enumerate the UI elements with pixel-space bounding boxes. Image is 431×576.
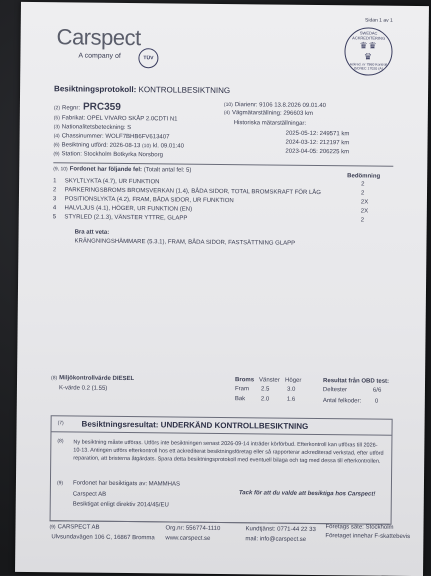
fault-grade: 2X: [360, 199, 369, 206]
footer-orgnr: Org.nr: 556774-1110: [165, 525, 221, 532]
result-box: (7) Besiktningsresultat: UNDERKÄND KONTROLLBESIKTNING (8) Ny besiktning måste utföras. Utförs inte besiktningen senast 2026-09-14 inträder körförbud. Efterkontroll kan utföras till 2026-10-13. Antingen utförs efterkontroll hos ett ackrediterat besiktningsföretag eller så rapporterar ackrediterad verkstad, efter utförd reparation, att bristerna åtgärdats. Spara detta besiktningsprotokoll med eventuell bilaga och tag med dessa till efterkontrollen. (9) Fordonet har besiktigats av: MAMMHAS Carspect AB Besiktigat enligt direktiv 2014/45/EU Tack för att du valde att besiktiga hos Carspect!: [50, 415, 393, 525]
inspection-date: (6) Besiktning utförd: 2026-08-13 (10) kl. 09.01:40: [53, 142, 184, 150]
inspection-station: (9) Station: Stockholm Botkyrka Norsborg: [53, 151, 163, 159]
odometer-reading: (4) Vägmätarställning: 296603 km: [223, 110, 314, 117]
page-number: Sidan 1 av 1: [364, 17, 393, 24]
history-row-2: 2024-03-12: 212197 km: [285, 139, 350, 147]
brake-rear-right: 1.6: [286, 396, 296, 403]
footer-seat: Företags säte: Stockholm: [325, 524, 394, 531]
obd-partial-value: 6/6: [372, 387, 382, 394]
fault-grade: 2X: [360, 208, 369, 215]
footer-email: mail: info@carspect.se: [245, 536, 307, 543]
faults-heading: (9, 10) Fordonet har följande fel: (Totalt antal fel: 5): [53, 166, 192, 174]
tuv-logo-icon: TÜV: [138, 48, 158, 68]
document-title: Besiktningsprotokoll: KONTROLLBESIKTNING: [54, 84, 231, 96]
divider: [51, 431, 391, 436]
vehicle-chassis: (4) Chassinummer: WOLF7BHB6FV613407: [53, 133, 170, 141]
brake-heading: Broms: [235, 377, 255, 384]
fault-row: 2 PARKERINGSBROMS BROMSVERKAN (1.4), BÅDA SIDOR, TOTAL BROMSKRAFT FÖR LÅG: [52, 187, 321, 197]
carried-by-label: Fordonet har besiktigats av: MAMMHAS: [72, 480, 181, 488]
carrier-name: Carspect AB: [72, 491, 107, 498]
inspection-document: [15, 2, 429, 576]
fault-grade: 2: [361, 181, 365, 188]
vehicle-make: (5) Fabrikat: OPEL VIVARO SKÅP 2.0CDTI N1: [53, 115, 178, 123]
company-logo: Carspect: [56, 24, 141, 51]
result-title: Besiktningsresultat: UNDERKÄND KONTROLLBESIKTNING: [81, 419, 309, 431]
good-to-know-item: KRÄNGNINGSHÄMMARE (5.3.1), FRAM, BÅDA SIDOR, FASTSÄTTNING GLAPP: [74, 238, 296, 247]
fault-row: 5 STYRLED (2.1.3), VÄNSTER YTTRE, GLAPP: [52, 214, 188, 222]
obd-codes-value: 0: [374, 398, 379, 405]
history-heading: Historiska mätarställningar:: [233, 120, 307, 127]
env-heading: (8) Miljökontrollvärde DIESEL: [51, 375, 135, 383]
regulation-text: Besiktigat enligt direktiv 2014/45/EU: [72, 501, 169, 509]
obd-partial-label: Deltester: [322, 387, 347, 394]
brake-col-left: Vänster: [259, 377, 280, 384]
brake-row-rear-label: Bak: [234, 396, 246, 403]
brake-rear-left: 2.0: [260, 396, 270, 403]
registration-number: (2) Regnr: PRC359: [53, 101, 121, 113]
result-note: Ny besiktning måste utföras. Utförs inte besiktningen senast 2026-09-14 inträder körförbud. Efterkontroll kan utföras till 2026-10-13. Antingen utförs efterkontroll hos ett ackrediterat besiktningsföretag eller så rapporterar ackrediterad verkstad, efter utförd reparation, att bristerna åtgärdats. Spara detta besiktningsprotokoll med eventuell bilaga och tag med dessa till efterkontrollen.: [73, 439, 384, 465]
grade-heading: Bedömning: [347, 173, 381, 180]
company-tagline: A company of: [78, 52, 121, 60]
obd-heading: Resultat från OBD test:: [323, 378, 390, 385]
brake-front-right: 3.0: [286, 386, 296, 393]
vehicle-nationality: (3) Nationalitetsbeteckning: S: [53, 124, 132, 132]
fault-row: 3 POSITIONSLYKTA (4.2), FRAM, BÅDA SIDOR, UR FUNKTION: [52, 196, 234, 205]
fault-grade: 2: [360, 190, 365, 197]
footer-company: (9) CARSPECT AB: [49, 524, 100, 531]
brake-col-right: Höger: [285, 377, 302, 384]
fault-row: 1 SKYLTLYKTA (4.7), UR FUNKTION: [53, 178, 160, 186]
footer-web: www.carspect.se: [165, 535, 211, 542]
brake-row-front-label: Fram: [234, 386, 249, 393]
footer-phone: Kundtjänst: 0771-44 22 33: [245, 526, 316, 533]
k-value: K-värde 0.2 (1.55): [58, 385, 108, 392]
diary-number: (10) Diarienr: 9106 13.8.2026 09.01.40: [223, 102, 326, 110]
footer-tax: Företaget innehar F-skattebevis: [325, 533, 411, 540]
brake-front-left: 2.5: [260, 386, 270, 393]
accreditation-seal-icon: SWEDAC ACKREDITERING ♛♛ ♛ Ackred. nr 7960 Kontroll ISO/IEC 17020 (A): [344, 27, 393, 76]
thanks-text: Tack för att du valde att besiktiga hos Carspect!: [238, 490, 376, 498]
history-row-3: 2023-04-05: 206225 km: [285, 148, 350, 156]
fault-grade: 2: [360, 217, 365, 224]
good-to-know-heading: Bra att veta:: [74, 229, 110, 236]
footer-address: Ulvsundavägen 106 C, 16867 Bromma: [51, 534, 155, 542]
history-row-1: 2025-05-12: 249571 km: [285, 130, 350, 138]
fault-row: 4 HALVLJUS (4.1), HÖGER, UR FUNKTION (EN): [52, 205, 193, 213]
obd-codes-label: Antal felkoder:: [322, 398, 362, 405]
